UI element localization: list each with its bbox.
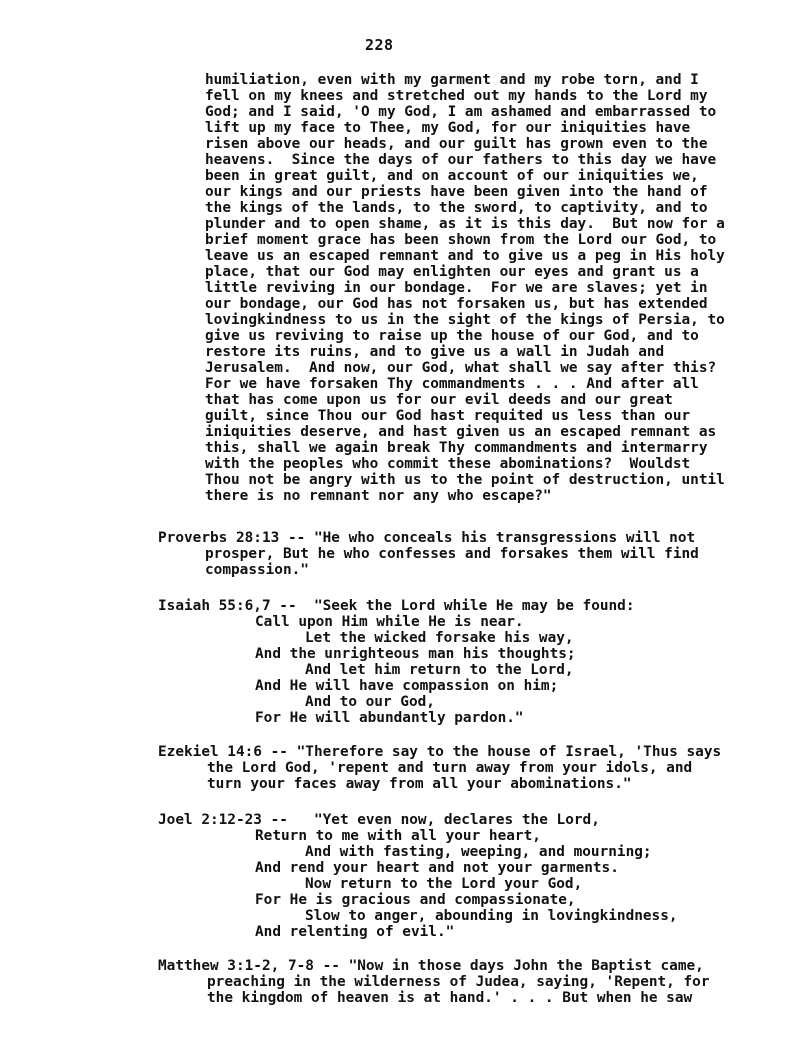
- citation-line: compassion.": [205, 562, 309, 578]
- passage-line: this, shall we again break Thy commandments and intermarry: [205, 440, 708, 456]
- citation-line: And the unrighteous man his thoughts;: [255, 646, 576, 662]
- passage-line: brief moment grace has been shown from the Lord our God, to: [205, 232, 717, 248]
- citation-line: prosper, But he who confesses and forsakes them will find: [205, 546, 699, 562]
- passage-line: plunder and to open shame, as it is this day. But now for a: [205, 216, 725, 232]
- citation-line: preaching in the wilderness of Judea, saying, 'Repent, for: [207, 974, 710, 990]
- passage-line: our kings and our priests have been given into the hand of: [205, 184, 708, 200]
- passage-line: fell on my knees and stretched out my hands to the Lord my: [205, 88, 708, 104]
- citation-line: the Lord God, 'repent and turn away from your idols, and: [207, 760, 693, 776]
- passage-line: lift up my face to Thee, my God, for our iniquities have: [205, 120, 691, 136]
- passage-line: that has come upon us for our evil deeds and our great: [205, 392, 673, 408]
- passage-line: leave us an escaped remnant and to give us a peg in His holy: [205, 248, 725, 264]
- citation-line: Joel 2:12-23 -- "Yet even now, declares the Lord,: [158, 812, 600, 828]
- citation-line: Return to me with all your heart,: [255, 828, 541, 844]
- passage-line: Thou not be angry with us to the point of destruction, until: [205, 472, 725, 488]
- passage-line: little reviving in our bondage. For we are slaves; yet in: [205, 280, 708, 296]
- passage-line: with the peoples who commit these abominations? Wouldst: [205, 456, 691, 472]
- passage-line: humiliation, even with my garment and my robe torn, and I: [205, 72, 699, 88]
- passage-line: place, that our God may enlighten our eyes and grant us a: [205, 264, 699, 280]
- citation-line: Let the wicked forsake his way,: [305, 630, 574, 646]
- citation-line: For He will abundantly pardon.": [255, 710, 524, 726]
- citation-line: Ezekiel 14:6 -- "Therefore say to the house of Israel, 'Thus says: [158, 744, 722, 760]
- passage-line: our bondage, our God has not forsaken us, but has extended: [205, 296, 708, 312]
- passage-line: For we have forsaken Thy commandments . . . And after all: [205, 376, 699, 392]
- citation-line: For He is gracious and compassionate,: [255, 892, 576, 908]
- citation-line: And rend your heart and not your garments.: [255, 860, 619, 876]
- citation-line: Proverbs 28:13 -- "He who conceals his transgressions will not: [158, 530, 696, 546]
- citation-line: And with fasting, weeping, and mourning;: [305, 844, 652, 860]
- passage-line: been in great guilt, and on account of our iniquities we,: [205, 168, 699, 184]
- passage-line: iniquities deserve, and hast given us an escaped remnant as: [205, 424, 717, 440]
- passage-line: heavens. Since the days of our fathers to this day we have: [205, 152, 717, 168]
- citation-line: Call upon Him while He is near.: [255, 614, 524, 630]
- passage-line: give us reviving to raise up the house of our God, and to: [205, 328, 699, 344]
- passage-line: Jerusalem. And now, our God, what shall we say after this?: [205, 360, 717, 376]
- citation-line: And He will have compassion on him;: [255, 678, 559, 694]
- citation-line: the kingdom of heaven is at hand.' . . . But when he saw: [207, 990, 693, 1006]
- passage-line: God; and I said, 'O my God, I am ashamed and embarrassed to: [205, 104, 717, 120]
- citation-line: Isaiah 55:6,7 -- "Seek the Lord while He may be found:: [158, 598, 635, 614]
- passage-line: restore its ruins, and to give us a wall in Judah and: [205, 344, 665, 360]
- citation-line: turn your faces away from all your abominations.": [207, 776, 632, 792]
- citation-line: And relenting of evil.": [255, 924, 455, 940]
- citation-line: And let him return to the Lord,: [305, 662, 574, 678]
- passage-line: risen above our heads, and our guilt has grown even to the: [205, 136, 708, 152]
- citation-line: Now return to the Lord your God,: [305, 876, 583, 892]
- passage-line: there is no remnant nor any who escape?": [205, 488, 552, 504]
- citation-line: And to our God,: [305, 694, 435, 710]
- passage-line: guilt, since Thou our God hast requited us less than our: [205, 408, 691, 424]
- citation-line: Matthew 3:1-2, 7-8 -- "Now in those days John the Baptist came,: [158, 958, 704, 974]
- page-number: 228: [365, 36, 394, 54]
- passage-line: the kings of the lands, to the sword, to captivity, and to: [205, 200, 708, 216]
- citation-line: Slow to anger, abounding in lovingkindness,: [305, 908, 678, 924]
- passage-line: lovingkindness to us in the sight of the kings of Persia, to: [205, 312, 725, 328]
